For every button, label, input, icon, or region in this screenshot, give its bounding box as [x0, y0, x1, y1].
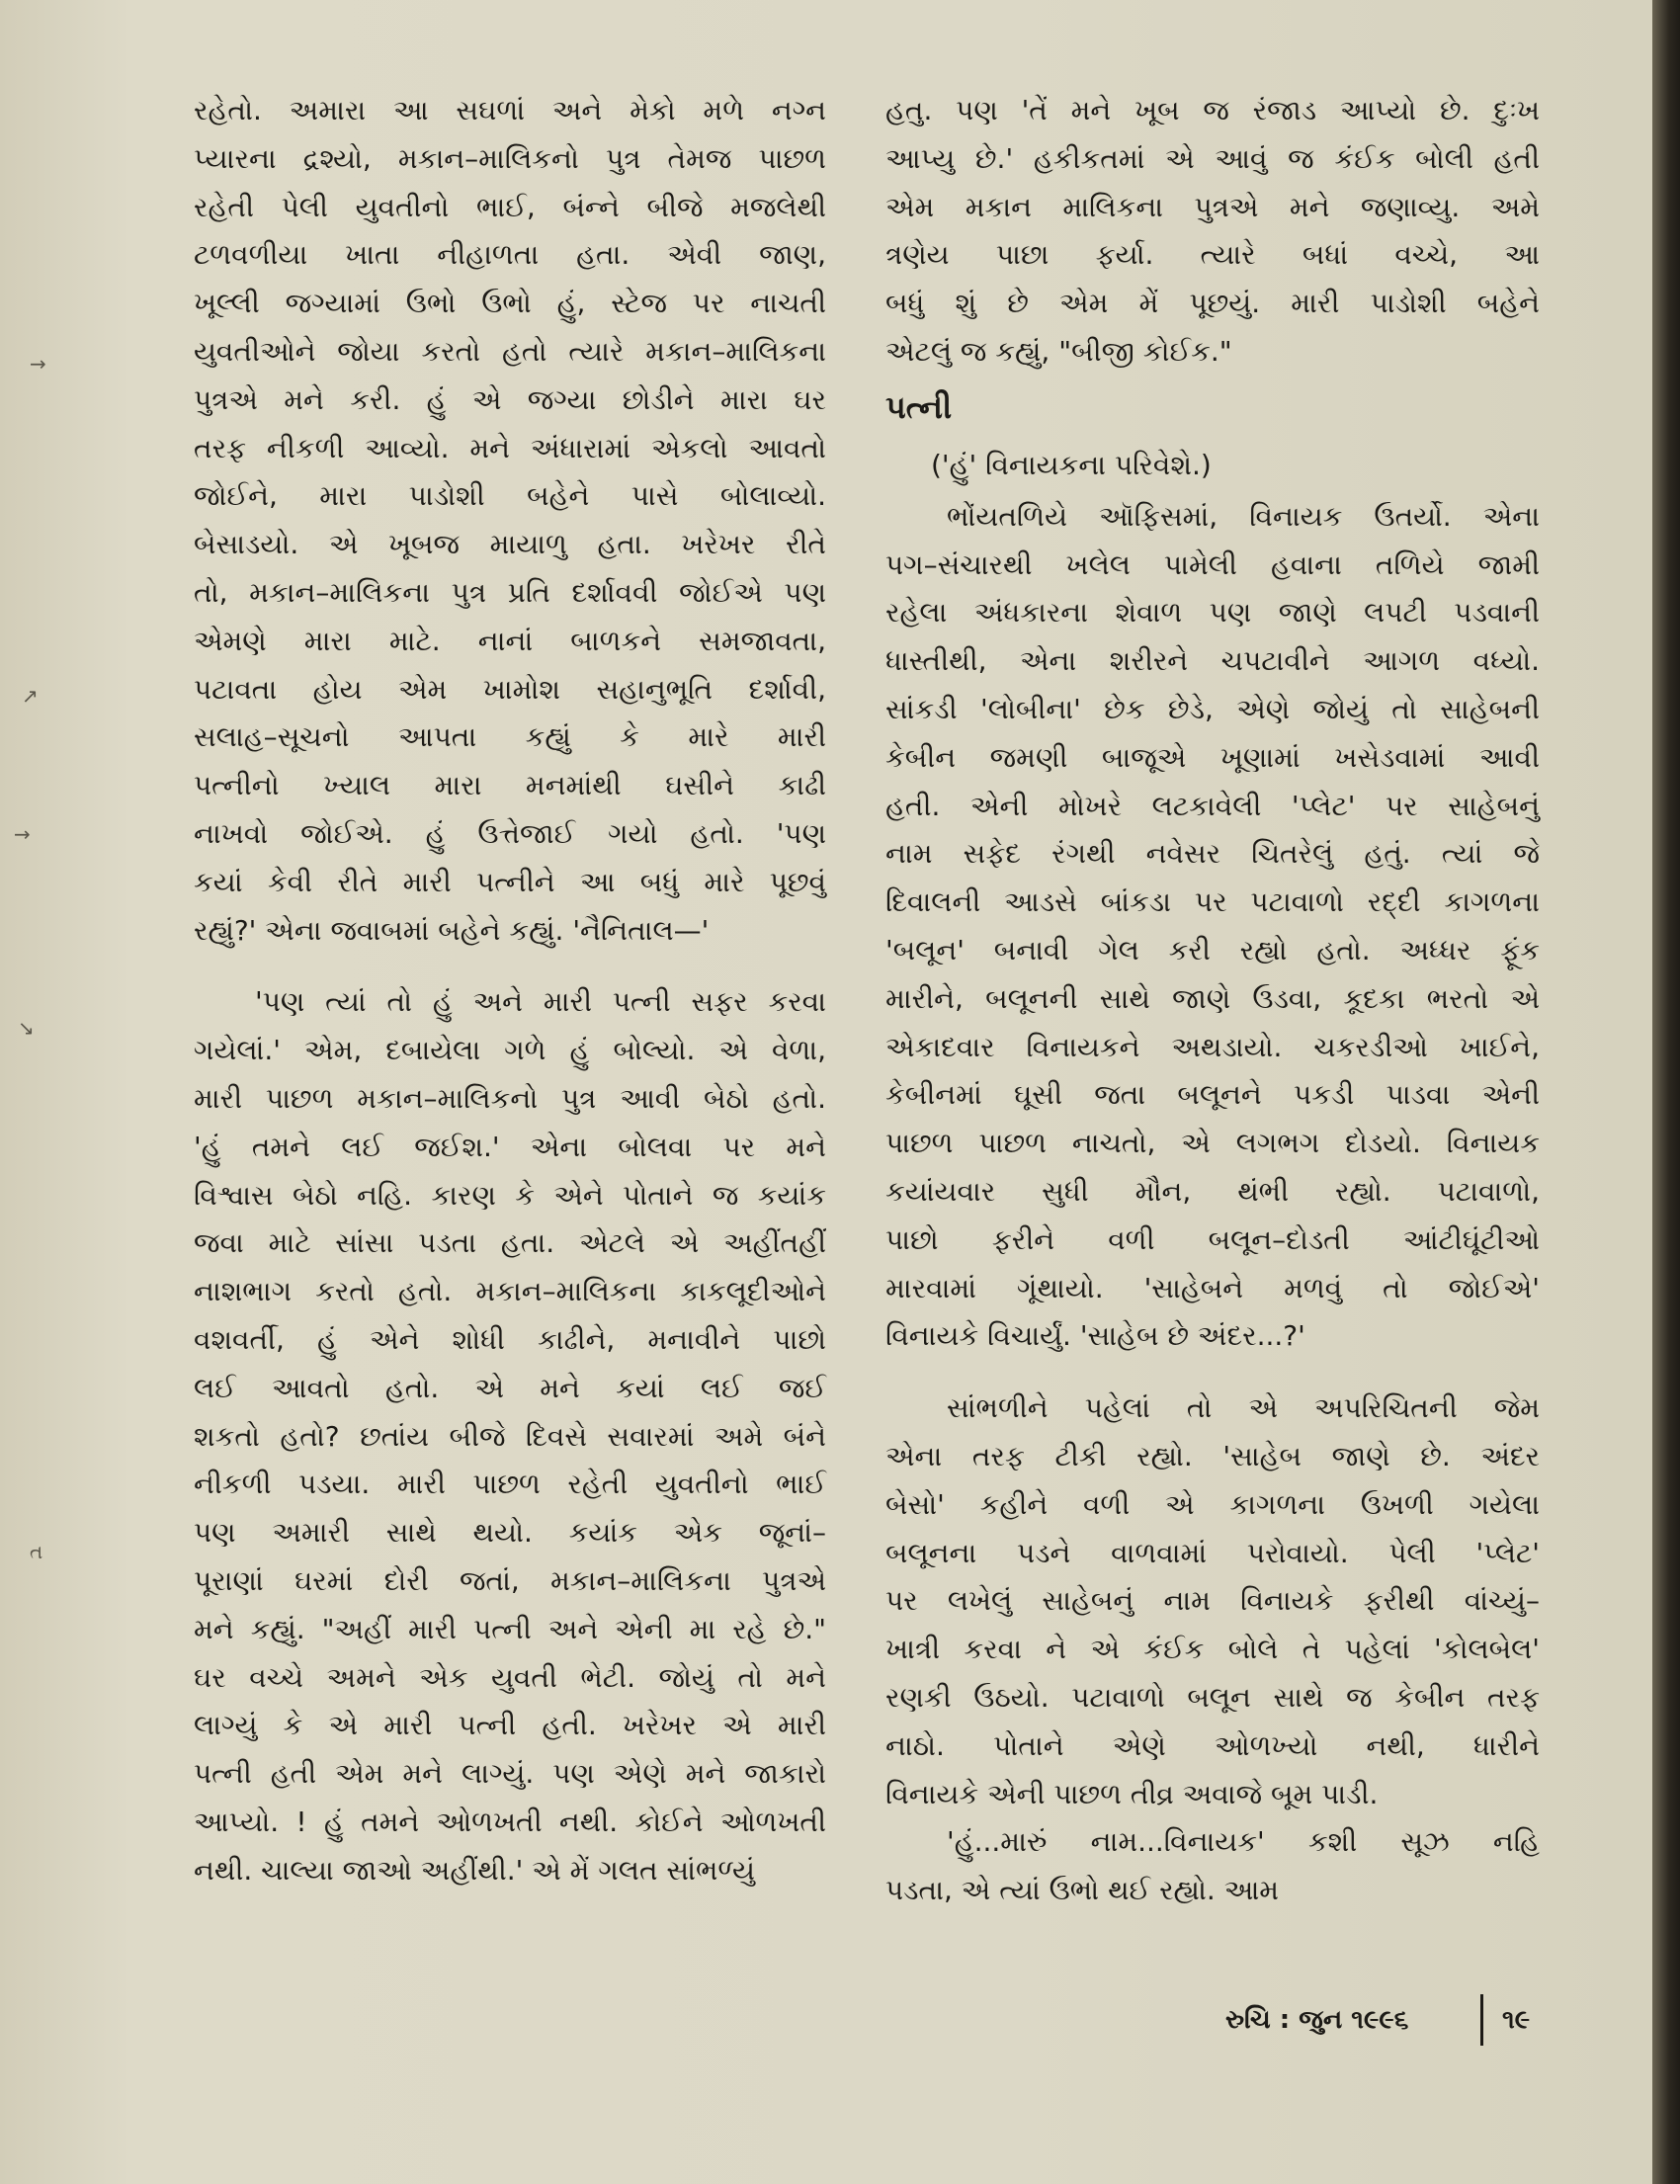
text-line: પુત્રએ મને કરી. હું એ જગ્યા છોડીને મારા ઘર — [194, 382, 826, 416]
text-line: ખૂલ્લી જગ્યામાં ઉભો ઉભો હું, સ્ટેજ પર નાચતી — [194, 287, 826, 320]
text-line: પર લખેલું સાહેબનું નામ વિનાયકે ફરીથી વાંચ્યું– — [885, 1584, 1540, 1618]
text-line: ટળવળીયા ખાતા નીહાળતા હતા. એવી જાણ, — [194, 238, 826, 272]
text-line: કયાંયવાર સુધી મૌન, થંભી રહ્યો. પટાવાળો, — [885, 1174, 1540, 1208]
text-line: પૂરાણાં ઘરમાં દોરી જતાં, મકાન–માલિકના પુત્રએ — [194, 1563, 826, 1597]
text-line: નથી. ચાલ્યા જાઓ અહીંથી.' એ મેં ગલત સાંભળ્યું — [194, 1853, 755, 1887]
text-line: સલાહ–સૂચનો આપતા કહ્યું કે મારે મારી — [194, 720, 826, 754]
text-line: પગ–સંચારથી ખલેલ પામેલી હવાના તળિયે જામી — [885, 547, 1540, 581]
text-line: બેસો' કહીને વળી એ કાગળના ઉખળી ગયેલા — [885, 1487, 1540, 1521]
text-line: બધું શું છે એમ મેં પૂછયું. મારી પાડોશી બહેને — [885, 287, 1540, 320]
text-line: 'હું...મારું નામ...વિનાયક' કશી સૂઝ નહિ — [947, 1825, 1540, 1859]
text-line: એકાદવાર વિનાયકને અથડાયો. ચકરડીઓ ખાઈને, — [885, 1030, 1540, 1063]
text-line: જોઈને, મારા પાડોશી બહેને પાસે બોલાવ્યો. — [194, 479, 826, 513]
text-line: જવા માટે સાંસા પડતા હતા. એટલે એ અહીંતહીં — [194, 1226, 826, 1260]
page-edge-shadow — [1652, 0, 1680, 2184]
text-line: મારી પાછળ મકાન–માલિકનો પુત્ર આવી બેઠો હતો. — [194, 1081, 826, 1115]
text-line: પડતા, એ ત્યાં ઉભો થઈ રહ્યો. આમ — [885, 1874, 1280, 1907]
left-text-column — [194, 87, 826, 1894]
text-line: સાંકડી 'લોબીના' છેક છેડે, એણે જોયું તો સાહેબની — [885, 692, 1540, 725]
text-line: લઈ આવતો હતો. એ મને કયાં લઈ જઈ — [194, 1371, 826, 1404]
text-line: હતી. એની મોખરે લટકાવેલી 'પ્લેટ' પર સાહેબનું — [885, 789, 1540, 822]
text-line: તરફ નીકળી આવ્યો. મને અંધારામાં એકલો આવતો — [194, 431, 826, 464]
text-line: એમ મકાન માલિકના પુત્રએ મને જણાવ્યુ. અમે — [885, 190, 1540, 223]
text-line: 'બલૂન' બનાવી ગેલ કરી રહ્યો હતો. અધ્ધર ફૂંક — [885, 933, 1540, 966]
text-line: બેસાડયો. એ ખૂબજ માયાળુ હતા. ખરેખર રીતે — [194, 528, 826, 561]
text-line: ખાત્રી કરવા ને એ કંઈક બોલે તે પહેલાં 'કોલબેલ' — [885, 1633, 1540, 1666]
text-line: તો, મકાન–માલિકના પુત્ર પ્રતિ દર્શાવવી જોઈએ પણ — [194, 575, 826, 609]
text-line: પટાવતા હોય એમ ખામોશ સહાનુભૂતિ દર્શાવી, — [194, 672, 826, 706]
text-line: રહેલા અંધકારના શેવાળ પણ જાણે લપટી પડવાની — [885, 596, 1540, 630]
text-line: મારવામાં ગૂંથાયો. 'સાહેબને મળવું તો જોઈએ' — [885, 1271, 1540, 1304]
margin-mark: ત — [30, 1540, 43, 1563]
text-line: વશવર્તી, હું એને શોધી કાઢીને, મનાવીને પાછો — [194, 1322, 826, 1356]
text-line: રહેતી પેલી યુવતીનો ભાઈ, બંન્ને બીજે મજલેથી — [194, 190, 826, 223]
margin-arrow-mark: → — [14, 822, 31, 846]
text-line: ત્રણેય પાછા ફર્યા. ત્યારે બધાં વચ્ચે, આ — [885, 238, 1540, 272]
text-line: એના તરફ ટીકી રહ્યો. 'સાહેબ જાણે છે. અંદર — [885, 1439, 1540, 1472]
text-line: કયાં કેવી રીતે મારી પત્નીને આ બધું મારે પૂછવું — [194, 865, 826, 898]
text-line: લાગ્યું કે એ મારી પત્ની હતી. ખરેખર એ મારી — [194, 1709, 826, 1742]
text-line: શકતો હતો? છતાંય બીજે દિવસે સવારમાં અમે બંને — [194, 1419, 826, 1453]
text-line: ભોંયતળિયે ઑફિસમાં, વિનાયક ઉતર્યો. એના — [947, 499, 1540, 533]
text-line: નાઠો. પોતાને એણે ઓળખ્યો નથી, ધારીને — [885, 1728, 1540, 1762]
text-line: પત્ની હતી એમ મને લાગ્યું. પણ એણે મને જાકારો — [194, 1757, 826, 1791]
text-line: પણ અમારી સાથે થયો. કયાંક એક જૂનાં– — [194, 1516, 826, 1550]
text-line: રહ્યું?' એના જવાબમાં બહેને કહ્યું. 'નૈનિતાલ—' — [194, 913, 710, 947]
text-line: મને કહ્યું. "અહીં મારી પત્ની અને એની મા રહે છે." — [194, 1612, 826, 1645]
text-line: કેબીનમાં ઘૂસી જતા બલૂનને પકડી પાડવા એની — [885, 1078, 1540, 1112]
left-paragraph-2 — [194, 978, 826, 1894]
margin-mark: ↘ — [18, 1016, 35, 1040]
section-subheading: ('હું' વિનાયકના પરિવેશે.) — [931, 448, 1212, 481]
right-text-column — [885, 87, 1540, 1915]
text-line: 'પણ ત્યાં તો હું અને મારી પત્ની સફર કરવા — [255, 985, 826, 1019]
text-line: દિવાલની આડસે બાંકડા પર પટાવાળો રદ્દી કાગળના — [885, 885, 1540, 919]
journal-title: રુચિ : જુન ૧૯૯૬ — [1225, 2005, 1409, 2035]
text-line: એમણે મારા માટે. નાનાં બાળકને સમજાવતા, — [194, 624, 826, 657]
text-line: પત્નીનો ખ્યાલ મારા મનમાંથી ઘસીને કાઢી — [194, 769, 826, 802]
text-line: આપ્યુ છે.' હકીકતમાં એ આવું જ કંઈક બોલી હતી — [885, 141, 1540, 175]
text-line: સાંભળીને પહેલાં તો એ અપરિચિતની જેમ — [947, 1391, 1540, 1425]
text-line: આપ્યો. ! હું તમને ઓળખતી નથી. કોઈને ઓળખતી — [194, 1805, 826, 1838]
text-line: કેબીન જમણી બાજૂએ ખૂણામાં ખસેડવામાં આવી — [885, 740, 1540, 774]
text-line: પાછળ પાછળ નાચતો, એ લગભગ દોડયો. વિનાયક — [885, 1127, 1540, 1160]
text-line: એટલું જ કહ્યું, "બીજી કોઈક." — [885, 334, 1232, 368]
right-paragraph-1 — [885, 87, 1540, 377]
right-paragraph-3 — [885, 1385, 1540, 1818]
left-paragraph-1 — [194, 87, 826, 955]
text-line: પ્યારના દ્રશ્યો, મકાન–માલિકનો પુત્ર તેમજ પાછળ — [194, 141, 826, 175]
text-line: ઘર વચ્ચે અમને એક યુવતી ભેટી. જોયું તો મને — [194, 1660, 826, 1694]
section-heading: પત્ની — [885, 387, 953, 426]
text-line: નામ સફેદ રંગથી નવેસર ચિતરેલું હતું. ત્યાં જે — [885, 837, 1540, 871]
right-paragraph-4 — [885, 1818, 1540, 1915]
text-line: વિનાયકે વિચાર્યું. 'સાહેબ છે અંદર...?' — [885, 1319, 1305, 1353]
text-line: નીકળી પડયા. મારી પાછળ રહેતી યુવતીનો ભાઈ — [194, 1468, 826, 1501]
text-line: રણકી ઉઠયો. પટાવાળો બલૂન સાથે જ કેબીન તરફ — [885, 1680, 1540, 1714]
text-line: ગયેલાં.' એમ, દબાયેલા ગળે હું બોલ્યો. એ વેળા, — [194, 1034, 826, 1067]
page-footer — [1225, 1998, 1552, 2042]
text-line: નાખવો જોઈએ. હું ઉત્તેજાઈ ગયો હતો. 'પણ — [194, 816, 826, 850]
text-line: રહેતો. અમારા આ સઘળાં અને મેકો મળે નગ્ન — [194, 94, 826, 126]
text-line: બલૂનના પડને વાળવામાં પરોવાયો. પેલી 'પ્લેટ' — [885, 1536, 1540, 1569]
margin-arrow-mark: → — [30, 352, 46, 376]
page-number: ૧૯ — [1502, 2005, 1531, 2035]
text-line: ધાસ્તીથી, એના શરીરને ચપટાવીને આગળ વધ્યો. — [885, 644, 1540, 678]
footer-divider — [1480, 1994, 1483, 2046]
text-line: મારીને, બલૂનની સાથે જાણે ઉડવા, કૂદકા ભરતો એ — [885, 981, 1540, 1015]
right-paragraph-2 — [885, 493, 1540, 1361]
text-line: યુવતીઓને જોયા કરતો હતો ત્યારે મકાન–માલિકના — [194, 334, 826, 368]
text-line: હતુ. પણ 'તેં મને ખૂબ જ રંજાડ આપ્યો છે. દુઃખ — [885, 94, 1540, 126]
margin-mark: ↗ — [22, 684, 39, 708]
text-line: વિશ્વાસ બેઠો નહિ. કારણ કે એને પોતાને જ કયાંક — [194, 1178, 826, 1212]
text-line: પાછો ફરીને વળી બલૂન–દોડતી આંટીઘૂંટીઓ — [885, 1222, 1540, 1256]
text-line: વિનાયકે એની પાછળ તીવ્ર અવાજે બૂમ પાડી. — [885, 1777, 1379, 1810]
text-line: 'હું તમને લઈ જઈશ.' એના બોલવા પર મને — [194, 1130, 826, 1163]
text-line: નાશભાગ કરતો હતો. મકાન–માલિકના કાકલૂદીઓને — [194, 1275, 826, 1308]
